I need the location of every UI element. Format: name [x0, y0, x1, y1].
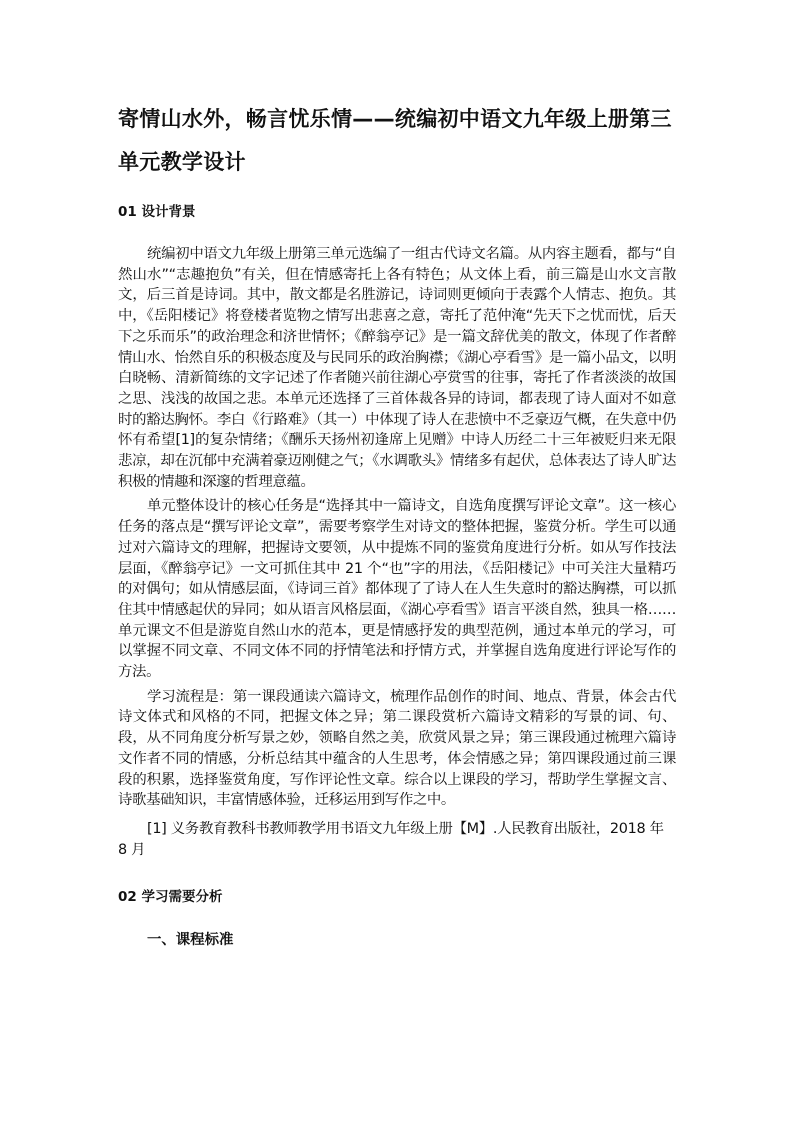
body-paragraph: 单元整体设计的核心任务是“选择其中一篇诗文，自选角度撰写评论文章”。这一核心任务的落点是“撰写评论文章”，需要考察学生对诗文的整体把握，鉴赏分析。学生可以通过对六篇诗文的理解，把握诗文要领，从中提炼不同的鉴赏角度进行分析。如从写作技法层面，《醉翁亭记》一文可抓住其中 21 个“也”字的用法，《岳阳楼记》中可关注大量精巧的对偶句；如从情感层面，《诗词三首》都体现了了诗人在人生失意时的豁达胸襟，可以抓住其中情感起伏的异同；如从语言风格层面，《湖心亭看雪》语言平淡自然，独具一格……单元课文不但是游览自然山水的范本，更是情感抒发的典型范例，通过本单元的学习，可以掌握不同文章、不同文体不同的抒情笔法和抒情方式，并掌握自选角度进行评论写作的方法。 [118, 498, 676, 681]
subheading-curriculum-standard: 一、课程标准 [147, 931, 234, 948]
section-heading-design-background: 01 设计背景 [118, 204, 196, 220]
body-paragraph: 统编初中语文九年级上册第三单元选编了一组古代诗文名篇。从内容主题看，都与“自然山水”“志趣抱负”有关，但在情感寄托上各有特色；从文体上看，前三篇是山水文言散文，后三首是诗词。其中，散文都是名胜游记，诗词则更倾向于表露个人情志、抱负。其中，《岳阳楼记》将登楼者览物之情写出悲喜之意，寄托了范仲淹“先天下之忧而忧，后天下之乐而乐”的政治理念和济世情怀；《醉翁亭记》是一篇文辞优美的散文，体现了作者醉情山水、怡然自乐的积极态度及与民同乐的政治胸襟；《湖心亭看雪》是一篇小品文，以明白晓畅、清新简练的文字记述了作者随兴前往湖心亭赏雪的往事，寄托了作者淡淡的故国之思、浅浅的故国之悲。本单元还选择了三首体裁各异的诗词，都表现了诗人面对不如意时的豁达胸怀。李白《行路难》（其一）中体现了诗人在悲愤中不乏豪迈气概，在失意中仍怀有希望[1]的复杂情绪；《酬乐天扬州初逢席上见赠》中诗人历经二十三年被贬归来无限悲凉，却在沉郁中充满着豪迈刚健之气；《水调歌头》情绪多有起伏，总体表达了诗人旷达积极的情趣和深邃的哲理意蕴。 [118, 246, 676, 490]
body-paragraph: 学习流程是：第一课段通读六篇诗文，梳理作品创作的时间、地点、背景，体会古代诗文体式和风格的不同，把握文体之异；第二课段赏析六篇诗文精彩的写景的词、句、段，从不同角度分析写景之妙，领略自然之美，欣赏风景之异；第三课段通过梳理六篇诗文作者不同的情感，分析总结其中蕴含的人生思考，体会情感之异；第四课段通过前三课段的积累，选择鉴赏角度，写作评论性文章。综合以上课段的学习，帮助学生掌握文言、诗歌基础知识，丰富情感体验，迁移运用到写作之中。 [118, 688, 676, 809]
section-heading-needs-analysis: 02 学习需要分析 [118, 888, 223, 905]
footnote: [1] 义务教育教科书教师教学用书语文九年级上册【M】.人民教育出版社，2018 年 8 月 [118, 820, 664, 858]
document-title: 寄情山水外，畅言忧乐情——统编初中语文九年级上册第三单元教学设计 [118, 107, 672, 174]
